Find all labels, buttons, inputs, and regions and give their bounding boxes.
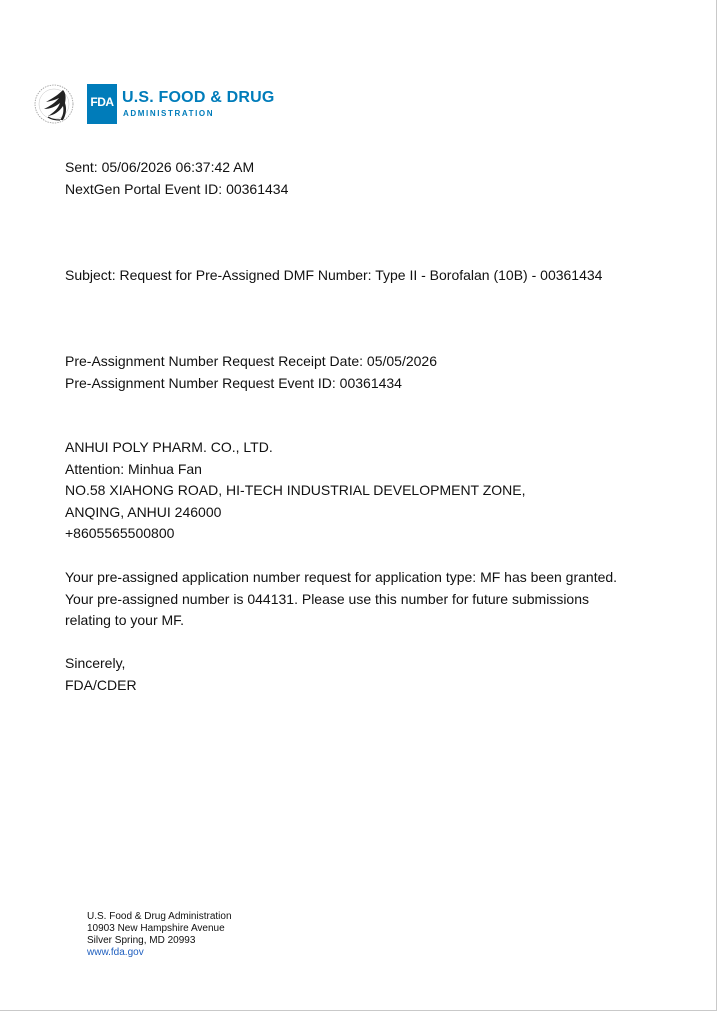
closing-block	[65, 653, 137, 696]
recipient-address	[65, 437, 526, 545]
address-line-1: NO.58 XIAHONG ROAD, HI-TECH INDUSTRIAL DEVELOPMENT ZONE,	[65, 482, 526, 498]
signature: FDA/CDER	[65, 676, 137, 693]
recipient-phone: +8605565500800	[65, 525, 175, 541]
fda-badge: FDA	[87, 84, 117, 124]
message-line-1: Your pre-assigned application number request for application type: MF has been granted.	[65, 569, 618, 585]
recipient-company: ANHUI POLY PHARM. CO., LTD.	[65, 439, 273, 455]
address-line-2: ANQING, ANHUI 246000	[65, 503, 222, 520]
footer-address	[87, 911, 232, 959]
message-line-3: relating to your MF.	[65, 612, 185, 628]
sent-timestamp: Sent: 05/06/2026 06:37:42 AM	[65, 159, 255, 175]
website-link[interactable]: www.fda.gov	[87, 947, 144, 958]
recipient-attention: Attention: Minhua Fan	[65, 460, 202, 477]
receipt-block	[65, 351, 437, 394]
footer-street: 10903 New Hampshire Avenue	[87, 923, 225, 934]
receipt-date: Pre-Assignment Number Request Receipt Date: 05/05/2026	[65, 353, 437, 369]
message-line-2: Your pre-assigned number is 044131. Please use this number for future submissions	[65, 590, 589, 607]
footer-org: U.S. Food & Drug Administration	[87, 911, 232, 922]
sent-block	[65, 157, 288, 200]
salutation: Sincerely,	[65, 655, 126, 671]
agency-subtitle: ADMINISTRATION	[123, 109, 215, 118]
hhs-seal-icon	[33, 81, 75, 127]
portal-event-id: NextGen Portal Event ID: 00361434	[65, 180, 289, 197]
agency-name: U.S. FOOD & DRUG	[122, 89, 275, 106]
receipt-event-id: Pre-Assignment Number Request Event ID: 00361434	[65, 374, 402, 391]
subject-line: Subject: Request for Pre-Assigned DMF Number: Type II - Borofalan (10B) - 00361434	[65, 267, 603, 283]
footer-city: Silver Spring, MD 20993	[87, 935, 196, 946]
message-body	[65, 567, 617, 632]
